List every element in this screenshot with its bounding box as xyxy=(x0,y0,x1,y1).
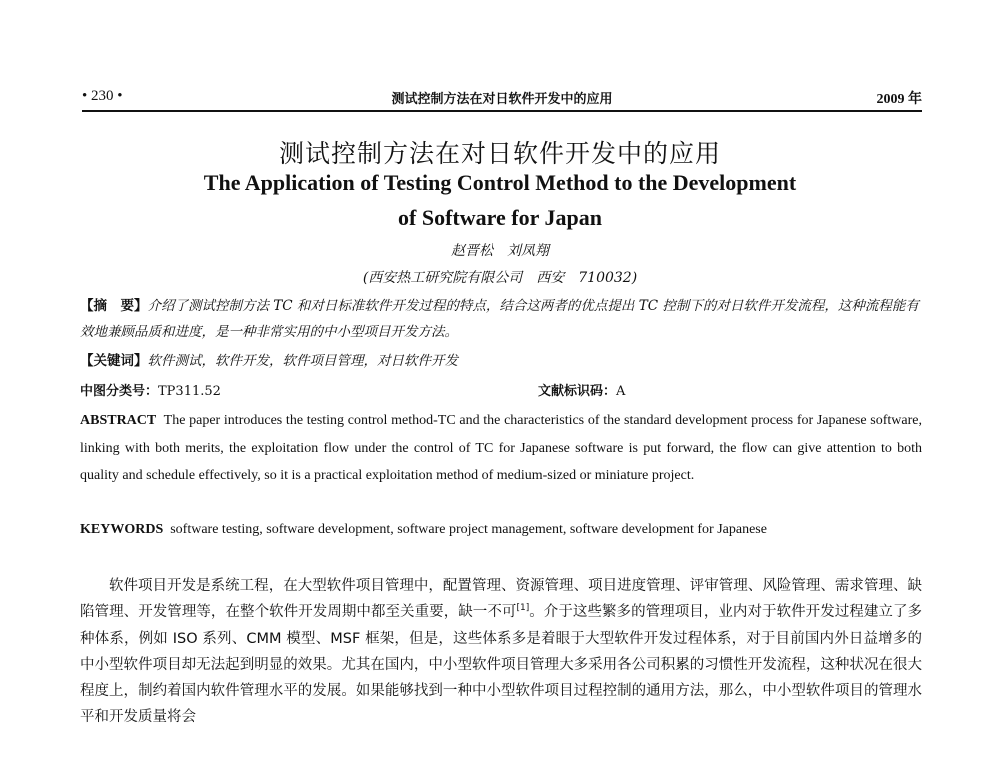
keywords-english xyxy=(80,522,922,538)
clc-label: 中图分类号： xyxy=(80,384,159,399)
keywords-en-label: KEYWORDS xyxy=(80,522,164,537)
running-header xyxy=(82,88,922,110)
body-text-part2: 。介于这些繁多的管理项目，业内对于软件开发过程建立了多种体系，例如 ISO 系列、CMM 模型、MSF 框架，但是，这些体系多是着眼于大型软件开发过程体系，对于目前国内外日益增多的中小型软件项目却无法起到明显的效果。尤其在国内，中小型软件项目管理大多采用各公司积累的习惯性开发流程，这种状况在很大程度上，制约着国内软件管理水平的发展。如果能够找到一种中小型软件项目过程控制的通用方法，那么，中小型软件项目的管理水平和开发质量将会 xyxy=(80,604,923,726)
abstract-cn-text: 介绍了测试控制方法 TC 和对日标准软件开发过程的特点，结合这两者的优点提出 TC 控制下的对日软件开发流程，这种流程能有效地兼顾品质和进度，是一种非常实用的中小型项目开发方法。 xyxy=(80,298,919,340)
body-text-part1: 软件项目开发是系统工程，在大型软件项目管理中，配置管理、资源管理、项目进度管理、评审管理、风险管理、需求管理、缺陷管理、开发管理等，在整个软件开发周期中都至关重要，缺一不可 xyxy=(80,578,922,621)
keywords-cn-label: 【关键词】 xyxy=(80,353,148,369)
abstract-english xyxy=(80,407,922,490)
publication-year: 2009 年 xyxy=(876,92,922,107)
abstract-cn-label: 【摘 要】 xyxy=(80,298,148,314)
title-english-line1: The Application of Testing Control Method to the Development xyxy=(203,170,797,195)
doc-label: 文献标识码： xyxy=(538,384,617,399)
affiliation: (西安热工研究院有限公司 西安 710032) xyxy=(362,270,638,286)
title-chinese: 测试控制方法在对日软件开发中的应用 xyxy=(278,139,721,168)
page-number: • 230 • xyxy=(82,88,123,104)
citation-ref: [1] xyxy=(516,603,530,614)
keywords-en-text: software testing, software development, software project management, software development for Japanese xyxy=(170,522,767,537)
keywords-cn-text: 软件测试，软件开发，软件项目管理，对日软件开发 xyxy=(147,353,458,369)
authors: 赵晋松 刘凤翔 xyxy=(451,243,549,259)
running-title: 测试控制方法在对日软件开发中的应用 xyxy=(391,91,613,106)
doc-value: A xyxy=(616,384,626,399)
abstract-en-text: The paper introduces the testing control method-TC and the characteristics of the standard development process for Japanese software, linking with both merits, the exploitation flow under the control of TC for Japanese software is put forward, the flow can give attention to both quality and schedule effectively, so it is a practical exploitation method of medium-sized or miniature project. xyxy=(80,413,922,483)
abstract-en-label: ABSTRACT xyxy=(80,413,157,428)
abstract-chinese xyxy=(80,293,922,345)
classification-row xyxy=(80,380,922,402)
keywords-chinese xyxy=(80,348,922,374)
document-code xyxy=(538,380,625,399)
clc-value: TP311.52 xyxy=(158,384,221,399)
clc-code xyxy=(80,380,221,399)
body-paragraph xyxy=(80,573,922,731)
title-english-line2: of Software for Japan xyxy=(398,205,602,230)
header-rule xyxy=(82,110,922,112)
